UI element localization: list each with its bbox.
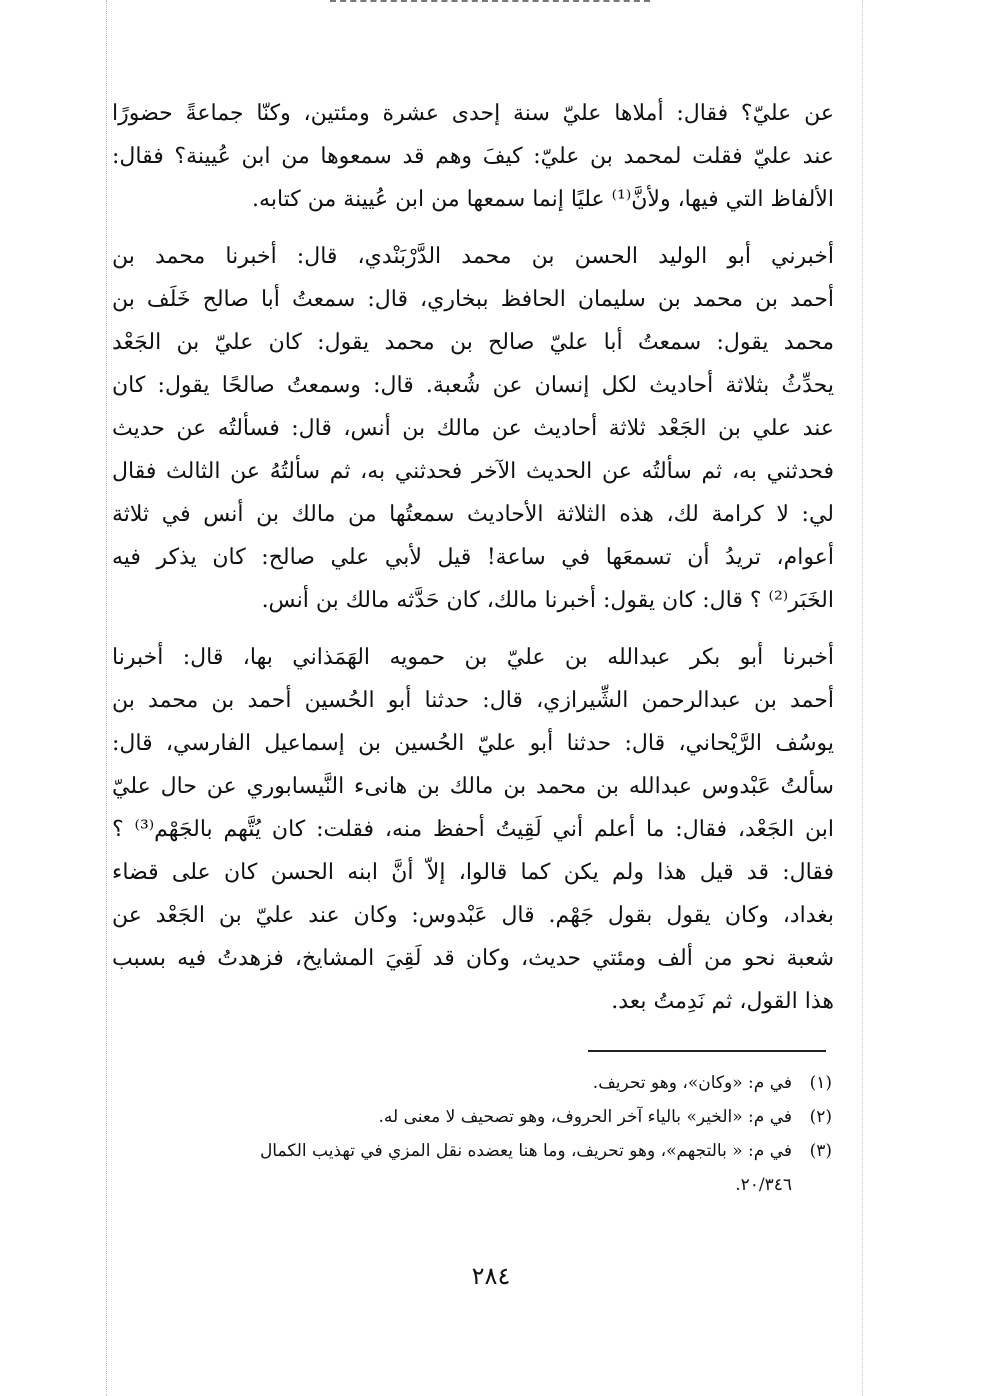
text-line: ابن الجَعْد، فقال: ما أعلم أني لَقِيتُ أحفظ منه، فقلت: كان يُتَّهم بالجَهْم⁽³⁾ ؟ [112, 817, 834, 842]
paragraph [112, 92, 834, 221]
text-line: عند عليّ فقلت لمحمد بن عليّ: كيفَ وهم قد سمعوها من ابن عُيينة؟ فقال: [112, 144, 834, 169]
text-line: الألفاظ التي فيها، ولأنَّ⁽¹⁾ عليًا إنما سمعها من ابن عُيينة من كتابه. [252, 187, 834, 212]
text-line: هذا القول، ثم نَدِمتُ بعد. [611, 989, 834, 1014]
text-line: فقال: قد قيل هذا ولم يكن كما قالوا، إلاّ أنَّ ابنه الحسن كان على قضاء [112, 860, 834, 885]
footnote-text: في م: « بالتجهم»، وهو تحريف، وما هنا يعضده نقل المزي في تهذيب الكمال [259, 1141, 792, 1161]
text-line: لي: لا كرامة لك، هذه الثلاثة الأحاديث سمعتُها من مالك بن أنس في ثلاثة [112, 502, 834, 527]
text-line: بغداد، وكان يقول بقول جَهْم. قال عَبْدوس: وكان عند عليّ بن الجَعْد عن [112, 903, 834, 928]
text-line: فحدثني به، ثم سألتُه عن الحديث الآخر فحدثني به، ثم سألتُهُ عن الثالث فقال [112, 459, 834, 484]
footnote-number: (١) [809, 1073, 832, 1093]
footnote-text: في م: «الخير» بالياء آخر الحروف، وهو تصحيف لا معنى له. [378, 1107, 792, 1127]
footnote-number: (٣) [809, 1141, 832, 1161]
text-line: شعبة نحو من ألف ومئتي حديث، وكان قد لَقِيَ المشايخ، فزهدتُ فيه بسبب [112, 946, 834, 971]
text-line: أحمد بن محمد بن سليمان الحافظ ببخاري، قال: سمعتُ أبا صالح خَلَف بن [112, 287, 834, 312]
footnote-text: في م: «وكان»، وهو تحريف. [592, 1073, 792, 1093]
paragraph [112, 636, 834, 1023]
scan-artifact-right [862, 0, 864, 1396]
text-line: عن عليّ؟ فقال: أملاها عليّ سنة إحدى عشرة ومئتين، وكنّا جماعةً حضورًا [112, 101, 834, 126]
text-line: أخبرني أبو الوليد الحسن بن محمد الدَّرْبَنْدي، قال: أخبرنا محمد بن [112, 244, 834, 269]
footnotes [118, 1066, 832, 1202]
scan-artifact-left [106, 0, 108, 1396]
paragraph [112, 235, 834, 622]
footnote-continuation: ٢٠/٣٤٦. [735, 1175, 792, 1195]
footnote [118, 1134, 832, 1168]
text-line: محمد يقول: سمعتُ أبا عليّ صالح بن محمد يقول: كان عليّ بن الجَعْد [112, 330, 834, 355]
main-text [112, 92, 834, 1037]
footnote [118, 1100, 832, 1134]
text-line: يوسُف الرَّيْحاني، قال: حدثنا أبو عليّ الحُسين بن إسماعيل الفارسي، قال: [112, 731, 834, 756]
text-line: يحدِّثُ بثلاثة أحاديث لكل إنسان عن شُعبة. قال: وسمعتُ صالحًا يقول: كان [112, 373, 834, 398]
text-line: أخبرنا أبو بكر عبدالله بن عليّ بن حمويه الهَمَذاني بها، قال: أخبرنا [112, 645, 834, 670]
text-line: عند علي بن الجَعْد ثلاثة أحاديث عن مالك بن أنس، قال: فسألتُه عن حديث [112, 416, 834, 441]
scan-artifact-top [330, 0, 650, 5]
text-line: الخَبَر⁽²⁾ ؟ قال: كان يقول: أخبرنا مالك، كان حَدَّثه مالك بن أنس. [261, 588, 834, 613]
page-number: ٢٨٤ [471, 1262, 511, 1290]
footnote-separator [588, 1050, 826, 1052]
footnote [118, 1066, 832, 1100]
footnote-number: (٢) [809, 1107, 832, 1127]
text-line: أحمد بن عبدالرحمن الشِّيرازي، قال: حدثنا أبو الحُسين أحمد بن محمد بن [112, 688, 834, 713]
text-line: أعوام، تريدُ أن تسمعَها في ساعة! قيل لأبي علي صالح: كان يذكر فيه [112, 545, 834, 570]
text-line: سألتُ عَبْدوس عبدالله بن محمد بن مالك بن هانىء النَّيسابوري عن حال عليّ [112, 774, 834, 799]
